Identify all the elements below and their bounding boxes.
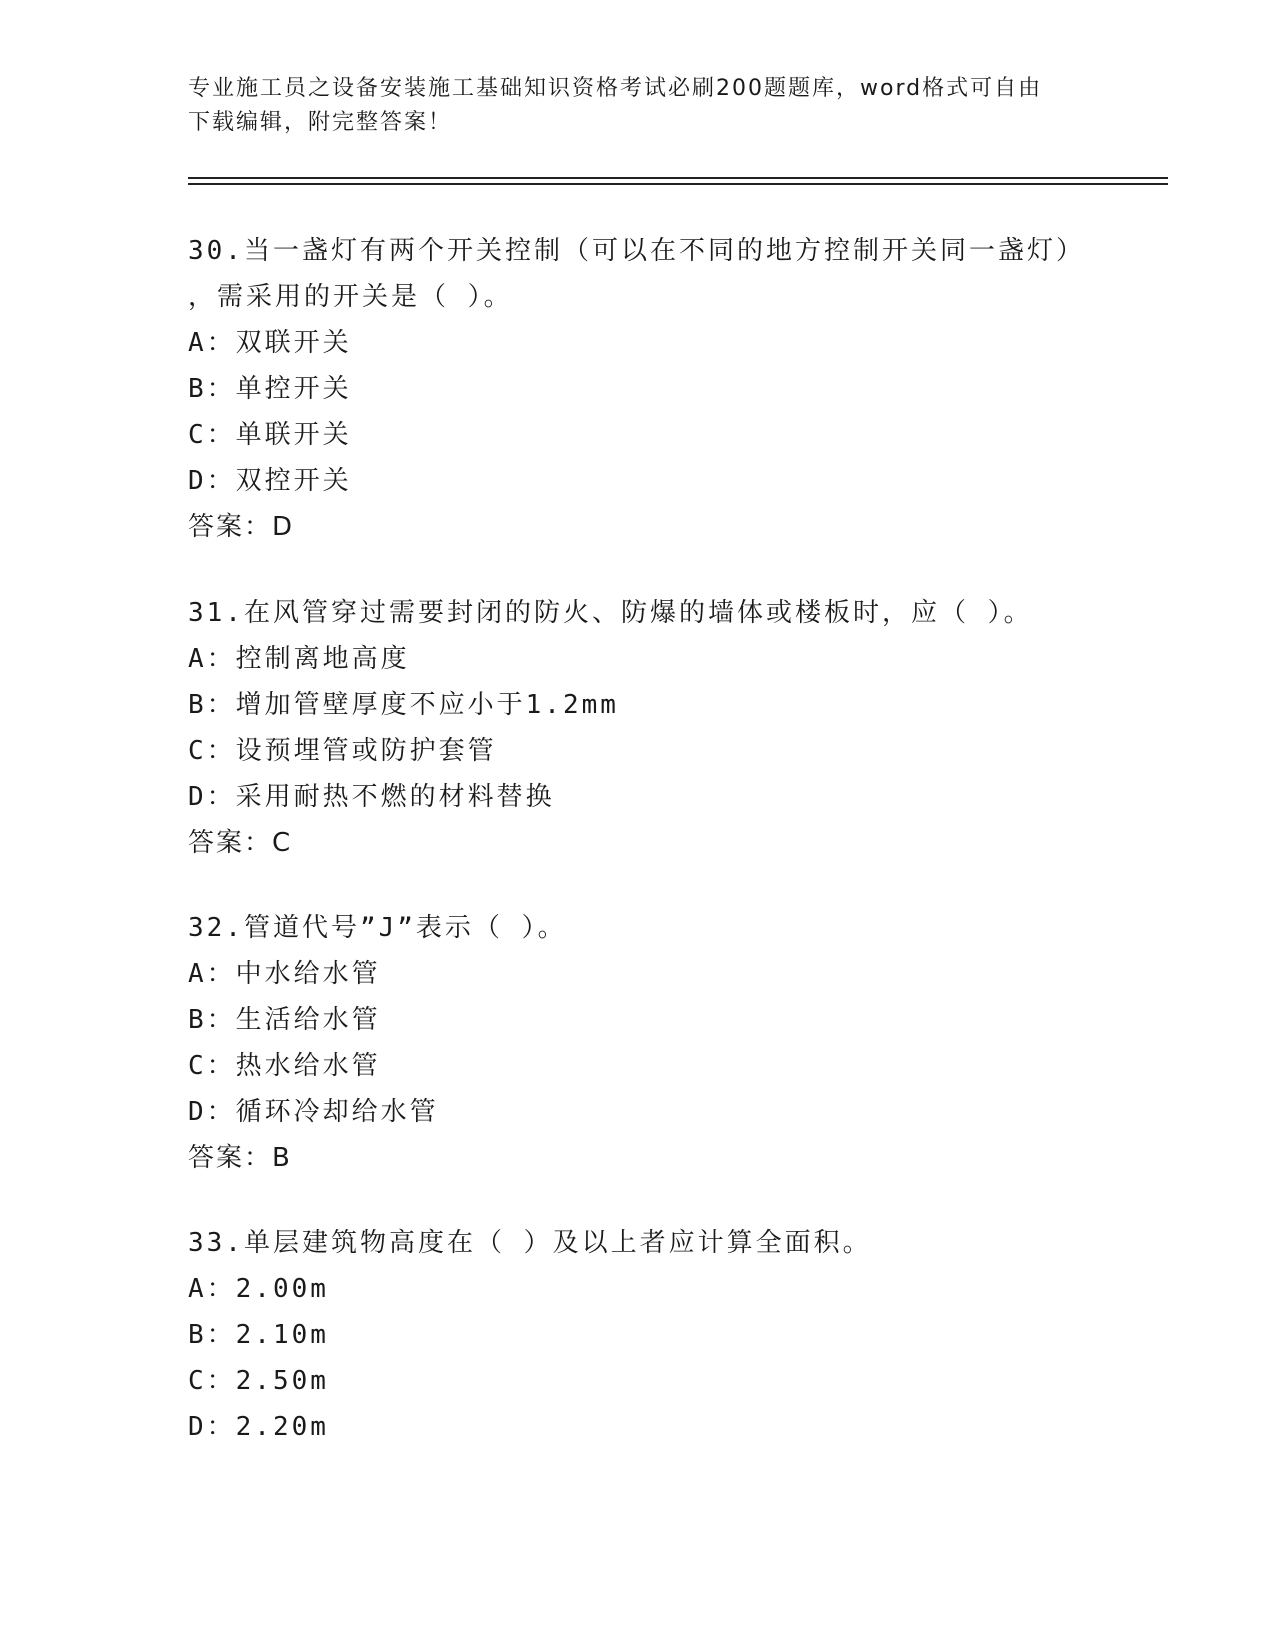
header-divider-bottom (188, 183, 1168, 185)
option-b: B：生活给水管 (188, 1005, 381, 1035)
option-a: A：双联开关 (188, 328, 352, 358)
answer-label: 答案： (188, 512, 273, 542)
option-d: D：双控开关 (188, 466, 352, 496)
option-d: D：循环冷却给水管 (188, 1097, 439, 1127)
question-32 (188, 905, 1088, 1181)
option-b: B：单控开关 (188, 374, 352, 404)
option-d: D：2.20m (188, 1412, 329, 1442)
answer-label: 答案： (188, 828, 273, 858)
question-title: 33.单层建筑物高度在（ ）及以上者应计算全面积。 (188, 1228, 872, 1258)
option-b: B：增加管壁厚度不应小于1.2mm (188, 690, 619, 720)
question-33 (188, 1220, 1088, 1450)
option-c: C：2.50m (188, 1366, 329, 1396)
answer-value: D (272, 512, 295, 542)
question-title: 31.在风管穿过需要封闭的防火、防爆的墙体或楼板时，应（ ）。 (188, 598, 1033, 628)
answer-line (188, 1135, 1088, 1181)
answer-label: 答案： (188, 1143, 273, 1173)
option-c: C：设预埋管或防护套管 (188, 736, 497, 766)
option-d: D：采用耐热不燃的材料替换 (188, 782, 555, 812)
question-title-continued: ，需采用的开关是（ ）。 (188, 282, 513, 312)
option-a: A：2.00m (188, 1274, 329, 1304)
header-divider-top (188, 177, 1168, 179)
answer-line (188, 820, 1088, 866)
option-b: B：2.10m (188, 1320, 329, 1350)
question-30 (188, 228, 1088, 550)
option-a: A：控制离地高度 (188, 644, 410, 674)
answer-value: C (272, 828, 293, 858)
header-line-1: 专业施工员之设备安装施工基础知识资格考试必刷200题题库，word格式可自由 (188, 76, 1043, 101)
question-title: 32.管道代号”J”表示（ ）。 (188, 913, 567, 943)
option-a: A：中水给水管 (188, 959, 381, 989)
option-c: C：单联开关 (188, 420, 352, 450)
header-line-2: 下载编辑，附完整答案！ (188, 110, 453, 135)
question-31 (188, 590, 1088, 866)
option-c: C：热水给水管 (188, 1051, 381, 1081)
question-title: 30.当一盏灯有两个开关控制（可以在不同的地方控制开关同一盏灯） (188, 236, 1085, 266)
document-header (188, 72, 1088, 140)
answer-line (188, 504, 1088, 550)
answer-value: B (272, 1143, 292, 1173)
